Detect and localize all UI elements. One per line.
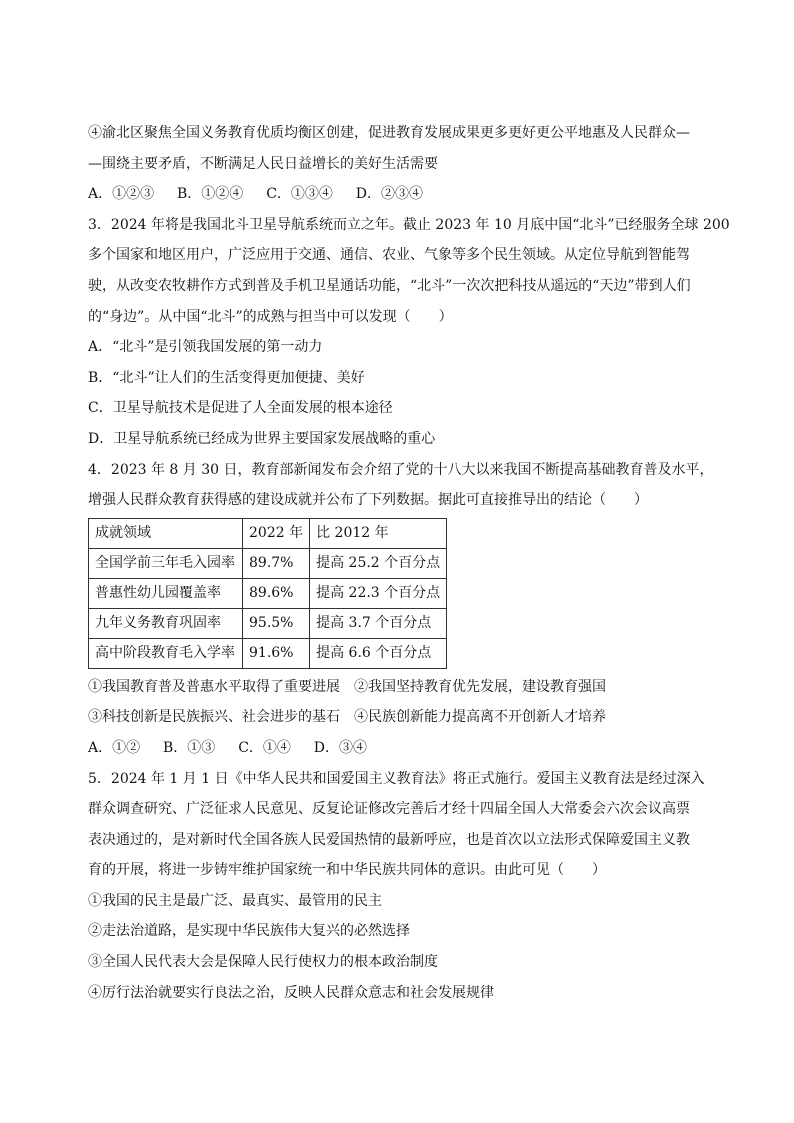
q3-choice-b: B．“北斗”让人们的生活变得更加便捷、美好 (88, 369, 365, 386)
table-row (89, 638, 447, 668)
q4-options: A．①② B．①③ C．①④ D．③④ (88, 739, 368, 756)
table-row (89, 578, 447, 608)
q2-options: A．①②③ B．①②④ C．①③④ D．②③④ (88, 186, 424, 203)
table-cell: 提高 25.2 个百分点 (310, 548, 447, 578)
q5-stem-line-3: 表决通过的，是对新时代全国各族人民爱国热情的最新呼应，也是首次以立法形式保障爱国主义教 (88, 831, 690, 848)
exam-page (88, 118, 730, 1008)
q3-stem-line-3: 驶，从改变农牧耕作方式到普及手机卫星通话功能，“北斗”一次次把科技从遥远的“天边”带到人们 (88, 277, 691, 294)
q3-choice-c: C．卫星导航技术是促进了人全面发展的根本途径 (88, 400, 393, 417)
table-row (89, 608, 447, 638)
table-cell: 全国学前三年毛入园率 (89, 548, 243, 578)
q4-stem (88, 455, 714, 516)
table-row (89, 548, 447, 578)
q2-statement-4 (88, 118, 708, 179)
q4-data-table (88, 518, 447, 669)
table-cell: 高中阶段教育毛入学率 (89, 638, 243, 668)
table-cell: 89.6% (243, 578, 310, 608)
q2-statement-4-line-2: —围绕主要矛盾，不断满足人民日益增长的美好生活需要 (88, 155, 438, 172)
table-cell: 提高 6.6 个百分点 (310, 638, 447, 668)
table-header-row (89, 518, 447, 548)
table-cell: 提高 3.7 个百分点 (310, 608, 447, 638)
table-cell: 89.7% (243, 548, 310, 578)
q3-stem (88, 210, 730, 332)
q5-statement-2: ②走法治道路，是实现中华民族伟大复兴的必然选择 (88, 923, 410, 940)
q3-stem-line-4: 的“身边”。从中国“北斗”的成熟与担当中可以发现（ ） (88, 308, 453, 325)
q4-stem-line-1: 4．2023 年 8 月 30 日，教育部新闻发布会介绍了党的十八大以来我国不断提高基础教育普及水平， (88, 461, 714, 478)
table-cell: 91.6% (243, 638, 310, 668)
table-header-cell: 比 2012 年 (310, 518, 447, 548)
q3-choice-d: D．卫星导航系统已经成为世界主要国家发展战略的重心 (88, 430, 436, 447)
table-cell: 95.5% (243, 608, 310, 638)
q5-stem-line-4: 育的开展，将进一步铸牢维护国家统一和中华民族共同体的意识。由此可见（ ） (88, 862, 606, 879)
q5-stem-line-2: 群众调查研究、广泛征求人民意见、反复论证修改完善后才经十四届全国人大常委会六次会议高票 (88, 801, 690, 818)
q5-statement-3: ③全国人民代表大会是保障人民行使权力的根本政治制度 (88, 954, 438, 971)
q3-choice-a: A．“北斗”是引领我国发展的第一动力 (88, 339, 323, 356)
q2-statement-4-line-1: ④渝北区聚焦全国义务教育优质均衡区创建，促进教育发展成果更多更好更公平地惠及人民群众— (88, 125, 690, 141)
table-cell: 普惠性幼儿园覆盖率 (89, 578, 243, 608)
table-cell: 九年义务教育巩固率 (89, 608, 243, 638)
table-cell: 提高 22.3 个百分点 (310, 578, 447, 608)
q4-statements-1-2: ①我国教育普及普惠水平取得了重要进展 ②我国坚持教育优先发展，建设教育强国 (88, 678, 606, 695)
q5-statement-4: ④厉行法治就要实行良法之治，反映人民群众意志和社会发展规律 (88, 984, 494, 1001)
q5-stem-line-1: 5．2024 年 1 月 1 日《中华人民共和国爱国主义教育法》将正式施行。爱国主义教育法是经过深入 (88, 770, 705, 787)
q4-statements-3-4: ③科技创新是民族振兴、社会进步的基石 ④民族创新能力提高离不开创新人才培养 (88, 709, 606, 726)
q4-stem-line-2: 增强人民群众教育获得感的建设成就并公布了下列数据。据此可直接推导出的结论（ ） (88, 492, 648, 509)
q5-statement-1: ①我国的民主是最广泛、最真实、最管用的民主 (88, 892, 382, 909)
table-header-cell: 成就领域 (89, 518, 243, 548)
table-header-cell: 2022 年 (243, 518, 310, 548)
q5-stem (88, 764, 708, 886)
q3-stem-line-1: 3．2024 年将是我国北斗卫星导航系统而立之年。截止 2023 年 10 月底中国“北斗”已经服务全球 200 (88, 216, 730, 233)
q3-stem-line-2: 多个国家和地区用户，广泛应用于交通、通信、农业、气象等多个民生领域。从定位导航到智能驾 (88, 247, 690, 264)
